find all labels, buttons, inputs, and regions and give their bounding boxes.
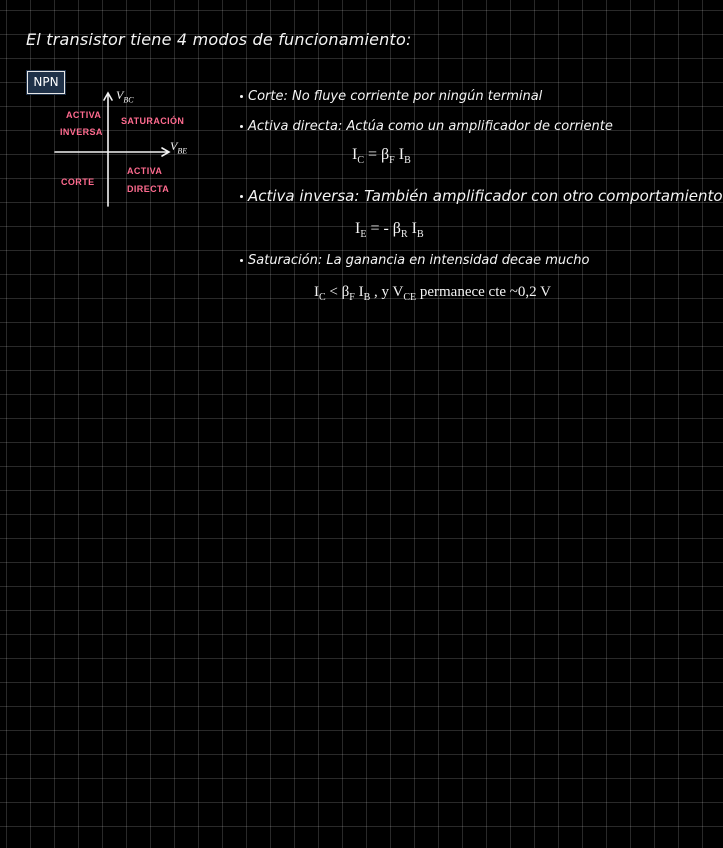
quadrant-activa-directa-line2: DIRECTA: [127, 184, 170, 194]
note-activa-directa: Activa directa: Actúa como un amplificador de corriente: [240, 119, 613, 134]
quadrant-activa-inversa-line2: INVERSA: [60, 127, 103, 137]
equation-ic-beta-f-ib: $I_C = \beta_F$ $I_B$: [352, 146, 411, 167]
note-activa-inversa: Activa inversa: También amplificador con otro comportamiento: [240, 187, 723, 205]
quadrant-saturacion: SATURACIÓN: [121, 116, 185, 126]
quadrant-activa-inversa-line1: ACTIVA: [66, 110, 102, 120]
equation-saturation-condition: $I_C < \beta_F$ $I_B$ , y $V_{CE}$ permanece cte ~0,2 V: [314, 284, 551, 303]
x-axis-label: $V_{BE}$: [170, 139, 188, 156]
bullet-dot: [240, 195, 243, 198]
quadrant-activa-directa-line1: ACTIVA: [127, 166, 163, 176]
y-axis-label: $V_{BC}$: [116, 88, 134, 105]
bullet-dot: [240, 125, 243, 128]
bullet-dot: [240, 259, 243, 262]
bullet-dot: [240, 95, 243, 98]
npn-badge: NPN: [27, 71, 65, 94]
note-saturacion: Saturación: La ganancia en intensidad decae mucho: [240, 253, 589, 268]
quadrant-corte: CORTE: [61, 177, 95, 187]
equation-ie-beta-r-ib: $I_E$ = - $\beta_R$ $I_B$: [355, 220, 424, 241]
note-corte: Corte: No fluye corriente por ningún terminal: [240, 89, 542, 104]
page-title: El transistor tiene 4 modos de funcionamiento:: [26, 30, 412, 49]
